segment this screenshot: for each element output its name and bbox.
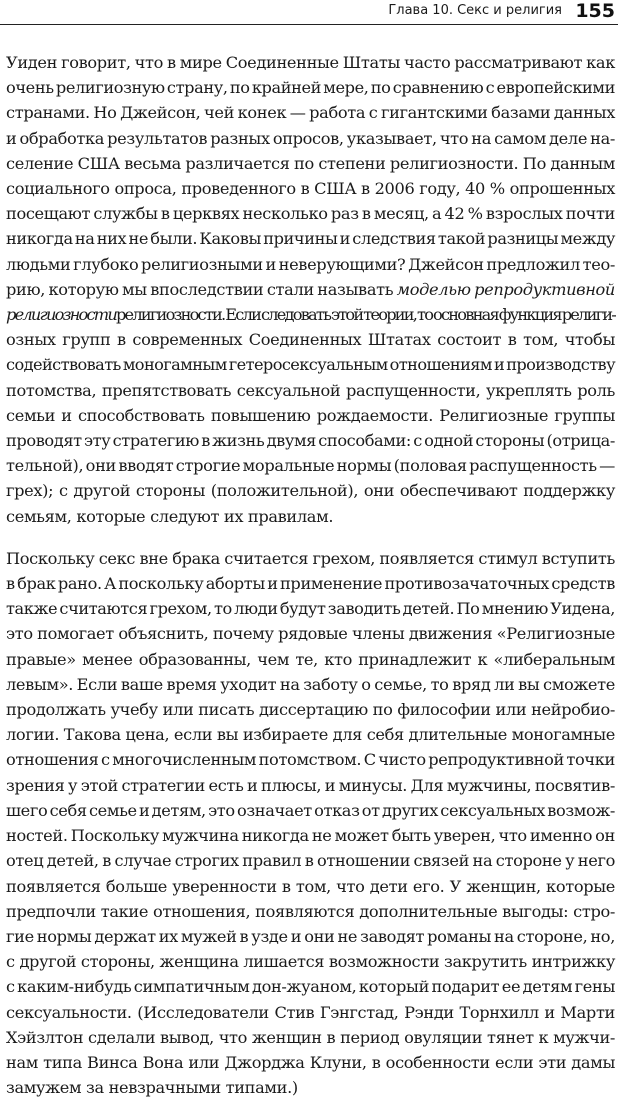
text-line: отец детей, в случае строгих правил в отношении связей на стороне у него	[6, 851, 615, 871]
text-line: это помогает объяснить, почему рядовые члены движения «Религиозные	[6, 624, 615, 644]
text-line: проводят эту стратегию в жизнь двумя способами: с одной стороны (отрица-	[6, 431, 615, 451]
italic-term: религиозности	[6, 305, 116, 325]
text-line: левым». Если ваше время уходит на заботу о семье, то вряд ли вы сможете	[6, 674, 615, 694]
text-line: правые» менее образованны, чем те, кто принадлежит к «либеральным	[6, 649, 615, 669]
text-line: социального опроса, проведенного в США в 2006 году, 40 % опрошенных	[6, 179, 615, 199]
chapter-title: Глава 10. Секс и религия	[388, 3, 562, 18]
text-line: в брак рано. А поскольку аборты и применение противозачаточных средств	[6, 574, 615, 594]
text-line: сексуальности. (Исследователи Стив Гэнгстад, Рэнди Торнхилл и Марти	[6, 1002, 615, 1022]
running-header	[0, 0, 620, 26]
body-text	[6, 50, 615, 1100]
text-line: шего себя семье и детям, это означает отказ от других сексуальных возмож-	[6, 800, 615, 820]
text-segment: религиозности. Если следовать этой теории, то основная функция религи-	[115, 305, 615, 325]
text-line: с другой стороны, женщина лишается возможности закрутить интрижку	[6, 952, 615, 972]
text-line: гие нормы держат их мужей в узде и они не заводят романы на стороне, но,	[6, 926, 615, 946]
text-line: тельной), они вводят строгие моральные нормы (половая распущенность —	[6, 456, 615, 476]
text-line: содействовать моногамным гетеросексуальным отношениям и производству	[6, 355, 615, 375]
text-line: логии. Такова цена, если вы избираете для себя длительные моногамные	[6, 725, 615, 745]
text-line: отношения с многочисленным потомством. С чисто репродуктивной точки	[6, 750, 615, 770]
text-line: нам типа Винса Вона или Джорджа Клуни, в особенности если эти дамы	[6, 1052, 615, 1072]
text-line: никогда на них не были. Каковы причины и следствия такой разницы между	[6, 229, 615, 249]
paragraph-1	[6, 50, 615, 529]
text-line	[6, 277, 615, 302]
text-line: замужем за невзрачными типами.)	[6, 1078, 298, 1098]
text-line: ностей. Поскольку мужчина никогда не может быть уверен, что именно он	[6, 826, 615, 846]
text-line: и обработка результатов разных опросов, указывает, что на самом деле на-	[6, 128, 615, 148]
text-line: очень религиозную страну, по крайней мере, по сравнению с европейскими	[6, 78, 615, 98]
text-line: потомства, препятствовать сексуальной распущенности, укреплять роль	[6, 380, 615, 400]
italic-term: моделью репродуктивной	[396, 279, 615, 299]
text-line	[6, 302, 615, 327]
page-number: 155	[575, 0, 615, 22]
text-line: предпочли такие отношения, появляются дополнительные выгоды: стро-	[6, 901, 615, 921]
text-line: семьи и способствовать повышению рождаемости. Религиозные группы	[6, 405, 615, 425]
text-line: Уиден говорит, что в мире Соединенные Штаты часто рассматривают как	[6, 53, 615, 72]
text-line: появляется больше уверенности в том, что дети его. У женщин, которые	[6, 876, 615, 896]
text-line: селение США весьма различается по степени религиозности. По данным	[6, 153, 615, 173]
text-line: Хэйзлтон сделали вывод, что женщин в период овуляции тянет к мужчи-	[6, 1027, 615, 1047]
text-line: зрения у этой стратегии есть и плюсы, и минусы. Для мужчины, посвятив-	[6, 775, 615, 795]
text-segment: рию, которую мы впоследствии стали называть	[6, 279, 397, 299]
text-line: продолжать учебу или писать диссертацию по философии или нейробио-	[6, 700, 615, 720]
text-line: грех); с другой стороны (положительной), они обеспечивают поддержку	[6, 481, 615, 501]
text-line: людьми глубоко религиозными и неверующими? Джейсон предложил тео-	[6, 254, 615, 274]
text-line: посещают службы в церквях несколько раз в месяц, а 42 % взрослых почти	[6, 204, 615, 224]
text-line: также считаются грехом, то люди будут заводить детей. По мнению Уидена,	[6, 599, 615, 619]
text-line: Поскольку секс вне брака считается грехом, появляется стимул вступить	[6, 548, 615, 568]
header-rule	[0, 24, 618, 25]
text-line: странами. Но Джейсон, чей конек — работа с гигантскими базами данных	[6, 103, 615, 123]
text-line: озных групп в современных Соединенных Штатах состоит в том, чтобы	[6, 330, 615, 350]
text-line: с каким-нибудь симпатичным дон-жуаном, который подарит ее детям гены	[6, 977, 615, 997]
text-line: семьям, которые следуют их правилам.	[6, 506, 334, 526]
paragraph-2	[6, 546, 615, 1100]
